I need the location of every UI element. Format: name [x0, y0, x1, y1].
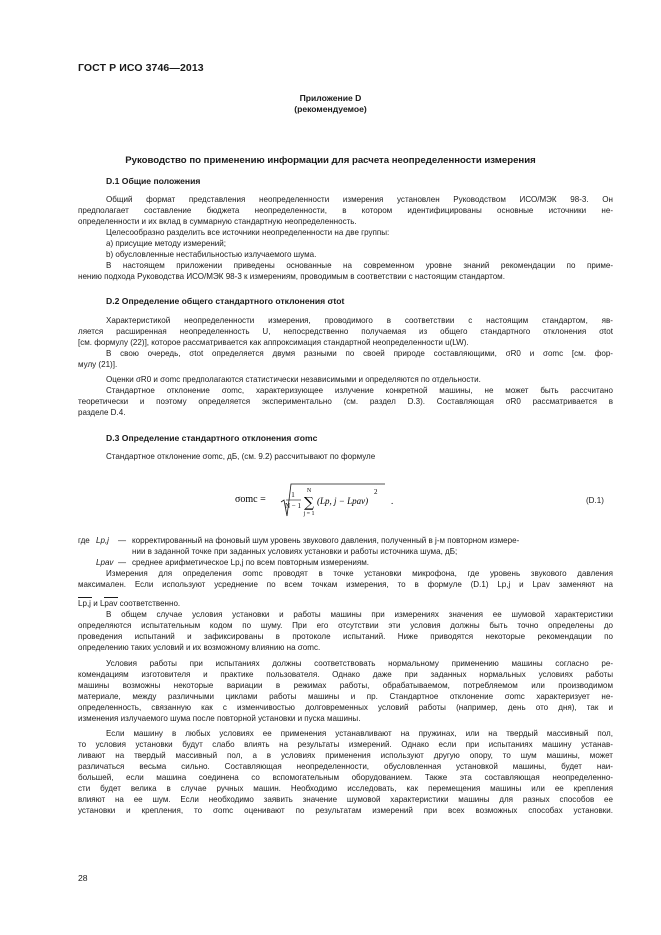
formula-d1	[235, 480, 405, 522]
section-d1-title: D.1 Общие положения	[106, 176, 201, 186]
sum-sign: ∑	[304, 495, 314, 511]
annex-label: Приложение D	[299, 93, 362, 103]
where-word: где	[78, 536, 90, 545]
paragraph-line: нению подхода Руководства ИСО/МЭК 98-3 к измерениям, проводимым в соответствии с настоящим стандартом.	[78, 272, 505, 281]
paragraph-line: определенность, связанную как с изменчивостью долговременных условий работы (например, день ото дня), так и	[78, 703, 613, 712]
paragraph-line: Стандартное отклонение σomc, характеризующее излучение конкретной машины, не может быть рассчитано	[106, 386, 613, 395]
paragraph-line: большей, если машина соединена со вспомогательным оборудованием. Также эта составляющая неопределенно-	[78, 773, 613, 782]
overline-mark	[104, 597, 118, 598]
paragraph-line: теоретически и поэтому определяется экспериментально (см. раздел D.3). Составляющая σR0 рассматривается в	[78, 397, 613, 406]
sum-lower-limit: j = 1	[303, 511, 315, 517]
formula-lhs: σomc =	[235, 494, 266, 505]
def-dash: —	[118, 536, 127, 545]
paragraph-line: [см. формулу (22)], которое рассматривается как аппроксимация стандартной неопределенности u(LW).	[78, 338, 469, 347]
paragraph-line: Оценки σR0 и σomc предполагаются статистически независимыми и определяются по отдельности.	[106, 375, 481, 384]
def-dash: —	[118, 558, 127, 567]
equation-number: (D.1)	[586, 496, 604, 505]
paragraph-line: мулу (21)].	[78, 360, 118, 369]
paragraph-line: определенности и их вклад в суммарную стандартную неопределенность.	[78, 217, 357, 226]
paragraph-line: ляется расширенная неопределенность U, непосредственно получаемая из общего стандартного отклонения σtot	[78, 327, 613, 336]
paragraph-line: В настоящем приложении приведены основанные на современном уровне знаний рекомендации по приме-	[106, 261, 613, 270]
paragraph-line: определению таких условий и их возможному влиянию на σomc.	[78, 643, 321, 652]
page-header-standard: ГОСТ Р ИСО 3746—2013	[78, 62, 204, 74]
section-d3-title: D.3 Определение стандартного отклонения σomc	[106, 433, 318, 443]
paragraph-line: Если машину в любых условиях ее применения устанавливают на пружинах, или на твердый массивный пол,	[106, 729, 613, 738]
paragraph-line: сти будет велика в случае ручных машин. Необходимо исследовать, как перемещения машины или ее крепления	[78, 784, 613, 793]
paragraph-line: определяются испытательным кодом по шуму. При его отсутствии эти условия должны быть точно определены до	[78, 621, 613, 630]
section-d2-title: D.2 Определение общего стандартного отклонения σtot	[106, 296, 345, 306]
paragraph-line: комендациям изготовителя и практике пользователя. Однако даже при заданных нормальных условиях работы	[78, 670, 613, 679]
paragraph-line: изменения излучаемого шума после повторной установки и пуска машины.	[78, 714, 361, 723]
paragraph-line: различаться весьма сильно. Составляющая неопределенности, обусловленная установкой машины, будет наи-	[78, 762, 613, 771]
overline-mark	[78, 597, 92, 598]
annex-title: Руководство по применению информации для расчета неопределенности измерения	[125, 155, 536, 166]
formula-exponent: 2	[374, 488, 378, 496]
fraction-numerator: 1	[291, 491, 295, 499]
sum-upper-limit: N	[306, 488, 312, 494]
list-item: а) присущие методу измерений;	[106, 239, 226, 248]
paragraph-line: В общем случае условия установки и работы машины при измерениях значения ее шумовой характеристики	[106, 610, 613, 619]
formula-body: (Lp, j − Lpav)	[317, 496, 369, 506]
paragraph-line: В свою очередь, σtot определяется двумя разными по своей природе составляющими, σR0 и σomc [см. фор-	[106, 349, 613, 358]
def-symbol: Lp,j	[96, 536, 109, 545]
paragraph-line: максимален. Если используют усреднение по всем точкам измерения, то в формуле (D.1) Lp,j и Lpav заменяют на	[78, 580, 613, 589]
def-symbol: Lpav	[96, 558, 114, 567]
paragraph-line: машины возможны некоторые вариации в режимах работы, обрабатываемом, потребляемом или производимом	[78, 681, 613, 690]
paragraph-line: Lp,j и Lpav соответственно.	[78, 599, 181, 608]
formula-intro: Стандартное отклонение σomc, дБ, (см. 9.2) рассчитывают по формуле	[106, 452, 376, 461]
paragraph-line: Целесообразно разделить все источники неопределенности на две группы:	[106, 228, 390, 237]
def-text: корректированный на фоновый шум уровень звукового давления, полученный в j-м повторном измере-	[132, 536, 520, 545]
paragraph-line: ливают на твердый массивный пол, а в условиях применения используют другую опору, то шум машины, может	[78, 751, 613, 760]
paragraph-line: то условия установки будут слабо влиять на результаты измерений. Однако если при испытаниях машину устанав-	[78, 740, 613, 749]
paragraph-line: Измерения для определения σomc проводят в точке установки микрофона, где уровень звукового давления	[106, 569, 613, 578]
formula-period: .	[391, 496, 394, 506]
page-number: 28	[78, 873, 88, 883]
paragraph-line: Характеристикой неопределенности измерения, проводимого в соответствии с настоящим стандартом, яв-	[106, 316, 613, 325]
annex-status: (рекомендуемое)	[294, 104, 367, 114]
def-text: нии в заданной точке при заданных условиях установки и работы источника шума, дБ;	[132, 547, 458, 556]
paragraph-line: разделе D.4.	[78, 408, 126, 417]
paragraph-line: Условия работы при испытаниях должны соответствовать нормальному применению машины согласно ре-	[106, 659, 613, 668]
paragraph-line: предполагает составление бюджета неопределенности, в котором идентифицированы основные источники не-	[78, 206, 613, 215]
list-item: b) обусловленные нестабильностью излучаемого шума.	[106, 250, 317, 259]
paragraph-line: проведения испытаний и зафиксированы в протоколе испытаний. Ниже приводятся некоторые рекомендации по	[78, 632, 613, 641]
paragraph-line: влияют на ее шум. Если необходимо заявить значение шумовой характеристики машины для разных способов ее	[78, 795, 613, 804]
def-text: среднее арифметическое Lp,j по всем повторным измерениям.	[132, 558, 370, 567]
paragraph-line: Общий формат представления неопределенности измерения установлен Руководством ИСО/МЭК 98-3. Он	[106, 195, 613, 204]
fraction-denominator: N − 1	[284, 502, 302, 510]
paragraph-line: материале, между различными циклами работы машины и пр. Стандартное отклонение σomc характеризует не-	[78, 692, 613, 701]
paragraph-line: установки и крепления, то σomc оценивают по результатам измерений при всех возможных способах установки.	[78, 806, 613, 815]
